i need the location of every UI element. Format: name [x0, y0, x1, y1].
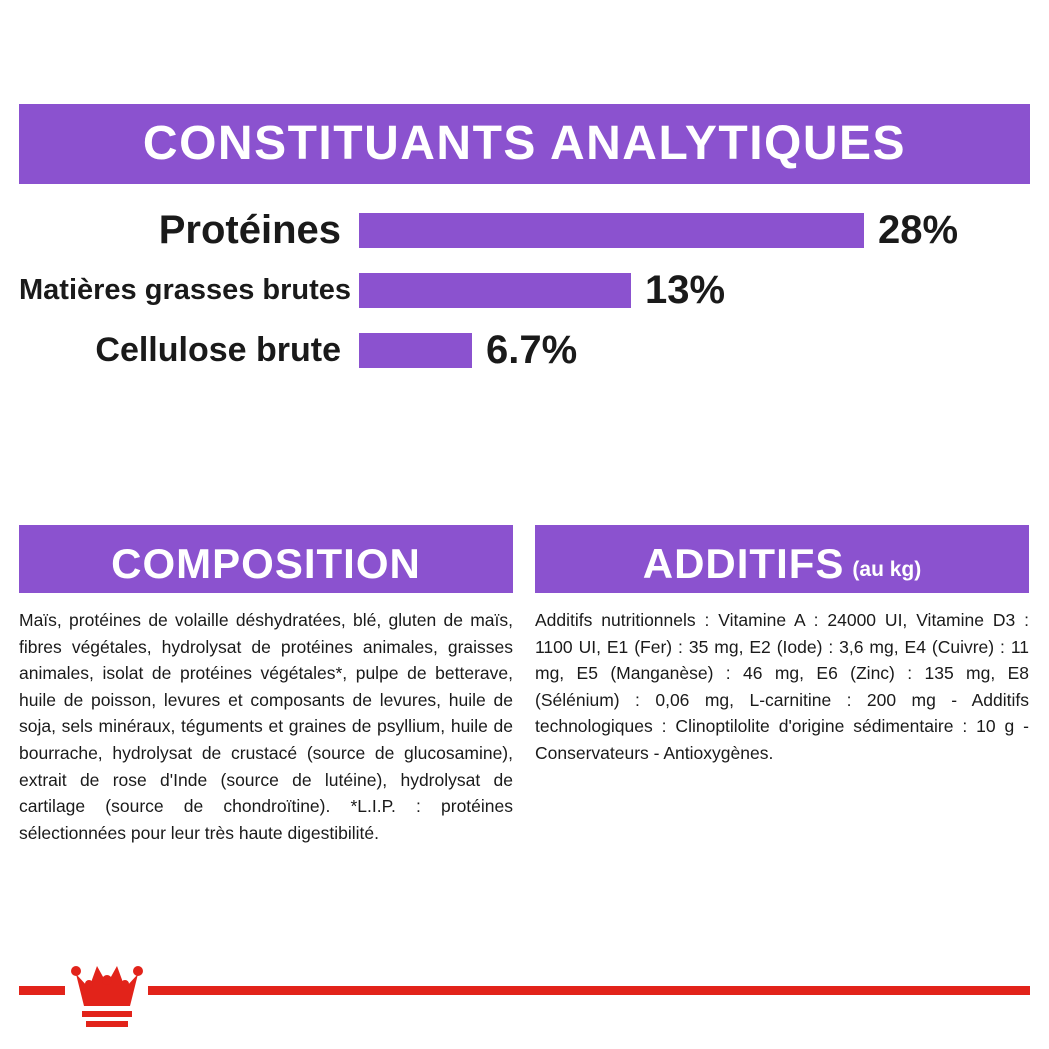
nutrient-value: 13% [645, 268, 726, 312]
nutrient-bar-wrap [359, 320, 577, 380]
additives-column [535, 525, 1029, 846]
composition-banner [19, 525, 513, 593]
nutrient-bar-wrap [359, 200, 958, 260]
nutrient-bar-wrap [359, 260, 725, 320]
additives-banner [535, 525, 1029, 593]
nutrient-bar [359, 213, 864, 248]
analytical-constituents-title: CONSTITUANTS ANALYTIQUES [142, 117, 907, 170]
royal-canin-crown-logo-icon [70, 944, 144, 1034]
nutrient-bar-chart [19, 200, 1030, 380]
nutrient-row [19, 260, 1030, 320]
composition-body [19, 607, 513, 846]
additives-subtitle: (au kg) [852, 558, 922, 581]
nutrient-row [19, 320, 1030, 380]
nutrient-label: Cellulose brute [95, 331, 341, 369]
nutrient-value: 28% [878, 208, 959, 252]
nutrient-label: Matières grasses brutes [19, 273, 352, 306]
composition-text: Maïs, protéines de volaille déshydratées, blé, gluten de maïs, fibres végétales, hydrolysat de protéines animales, graisses animales, isolat de protéines végétales*, pulpe de betterave, huile de poisson, levures et composants de levures, huile de soja, sels minéraux, téguments et graines de psyllium, huile de bourrache, hydrolysat de crustacé (source de glucosamine), extrait de rose d'Inde (source de lutéine), hydrolysat de cartilage (source de chondroïtine). *L.I.P. : protéines sélectionnées pour leur très haute digestibilité. [19, 610, 513, 843]
nutrient-bar [359, 333, 472, 368]
analytical-constituents-banner [19, 104, 1030, 184]
ingredients-columns [19, 525, 1030, 846]
additives-body [535, 607, 1029, 767]
nutrient-row [19, 200, 1030, 260]
footer-rule-right [148, 986, 1030, 995]
additives-text: Additifs nutritionnels : Vitamine A : 24000 UI, Vitamine D3 : 1100 UI, E1 (Fer) : 35 mg, E2 (Iode) : 3,6 mg, E4 (Cuivre) : 11 mg, E5 (Manganèse) : 46 mg, E6 (Zinc) : 135 mg, E8 (Sélénium) : 0,06 mg, L-carnitine : 200 mg - Additifs technologiques : Clinoptilolite d'origine sédimentaire : 10 g - Conservateurs - Antioxygènes. [535, 610, 1029, 763]
nutrient-label: Protéines [158, 208, 341, 252]
footer-rule-left [19, 986, 65, 995]
additives-title: ADDITIFS [642, 540, 845, 587]
composition-column [19, 525, 513, 846]
nutrient-bar [359, 273, 631, 308]
composition-title: COMPOSITION [111, 540, 421, 587]
nutrient-value: 6.7% [486, 328, 578, 372]
footer [0, 944, 1049, 1049]
